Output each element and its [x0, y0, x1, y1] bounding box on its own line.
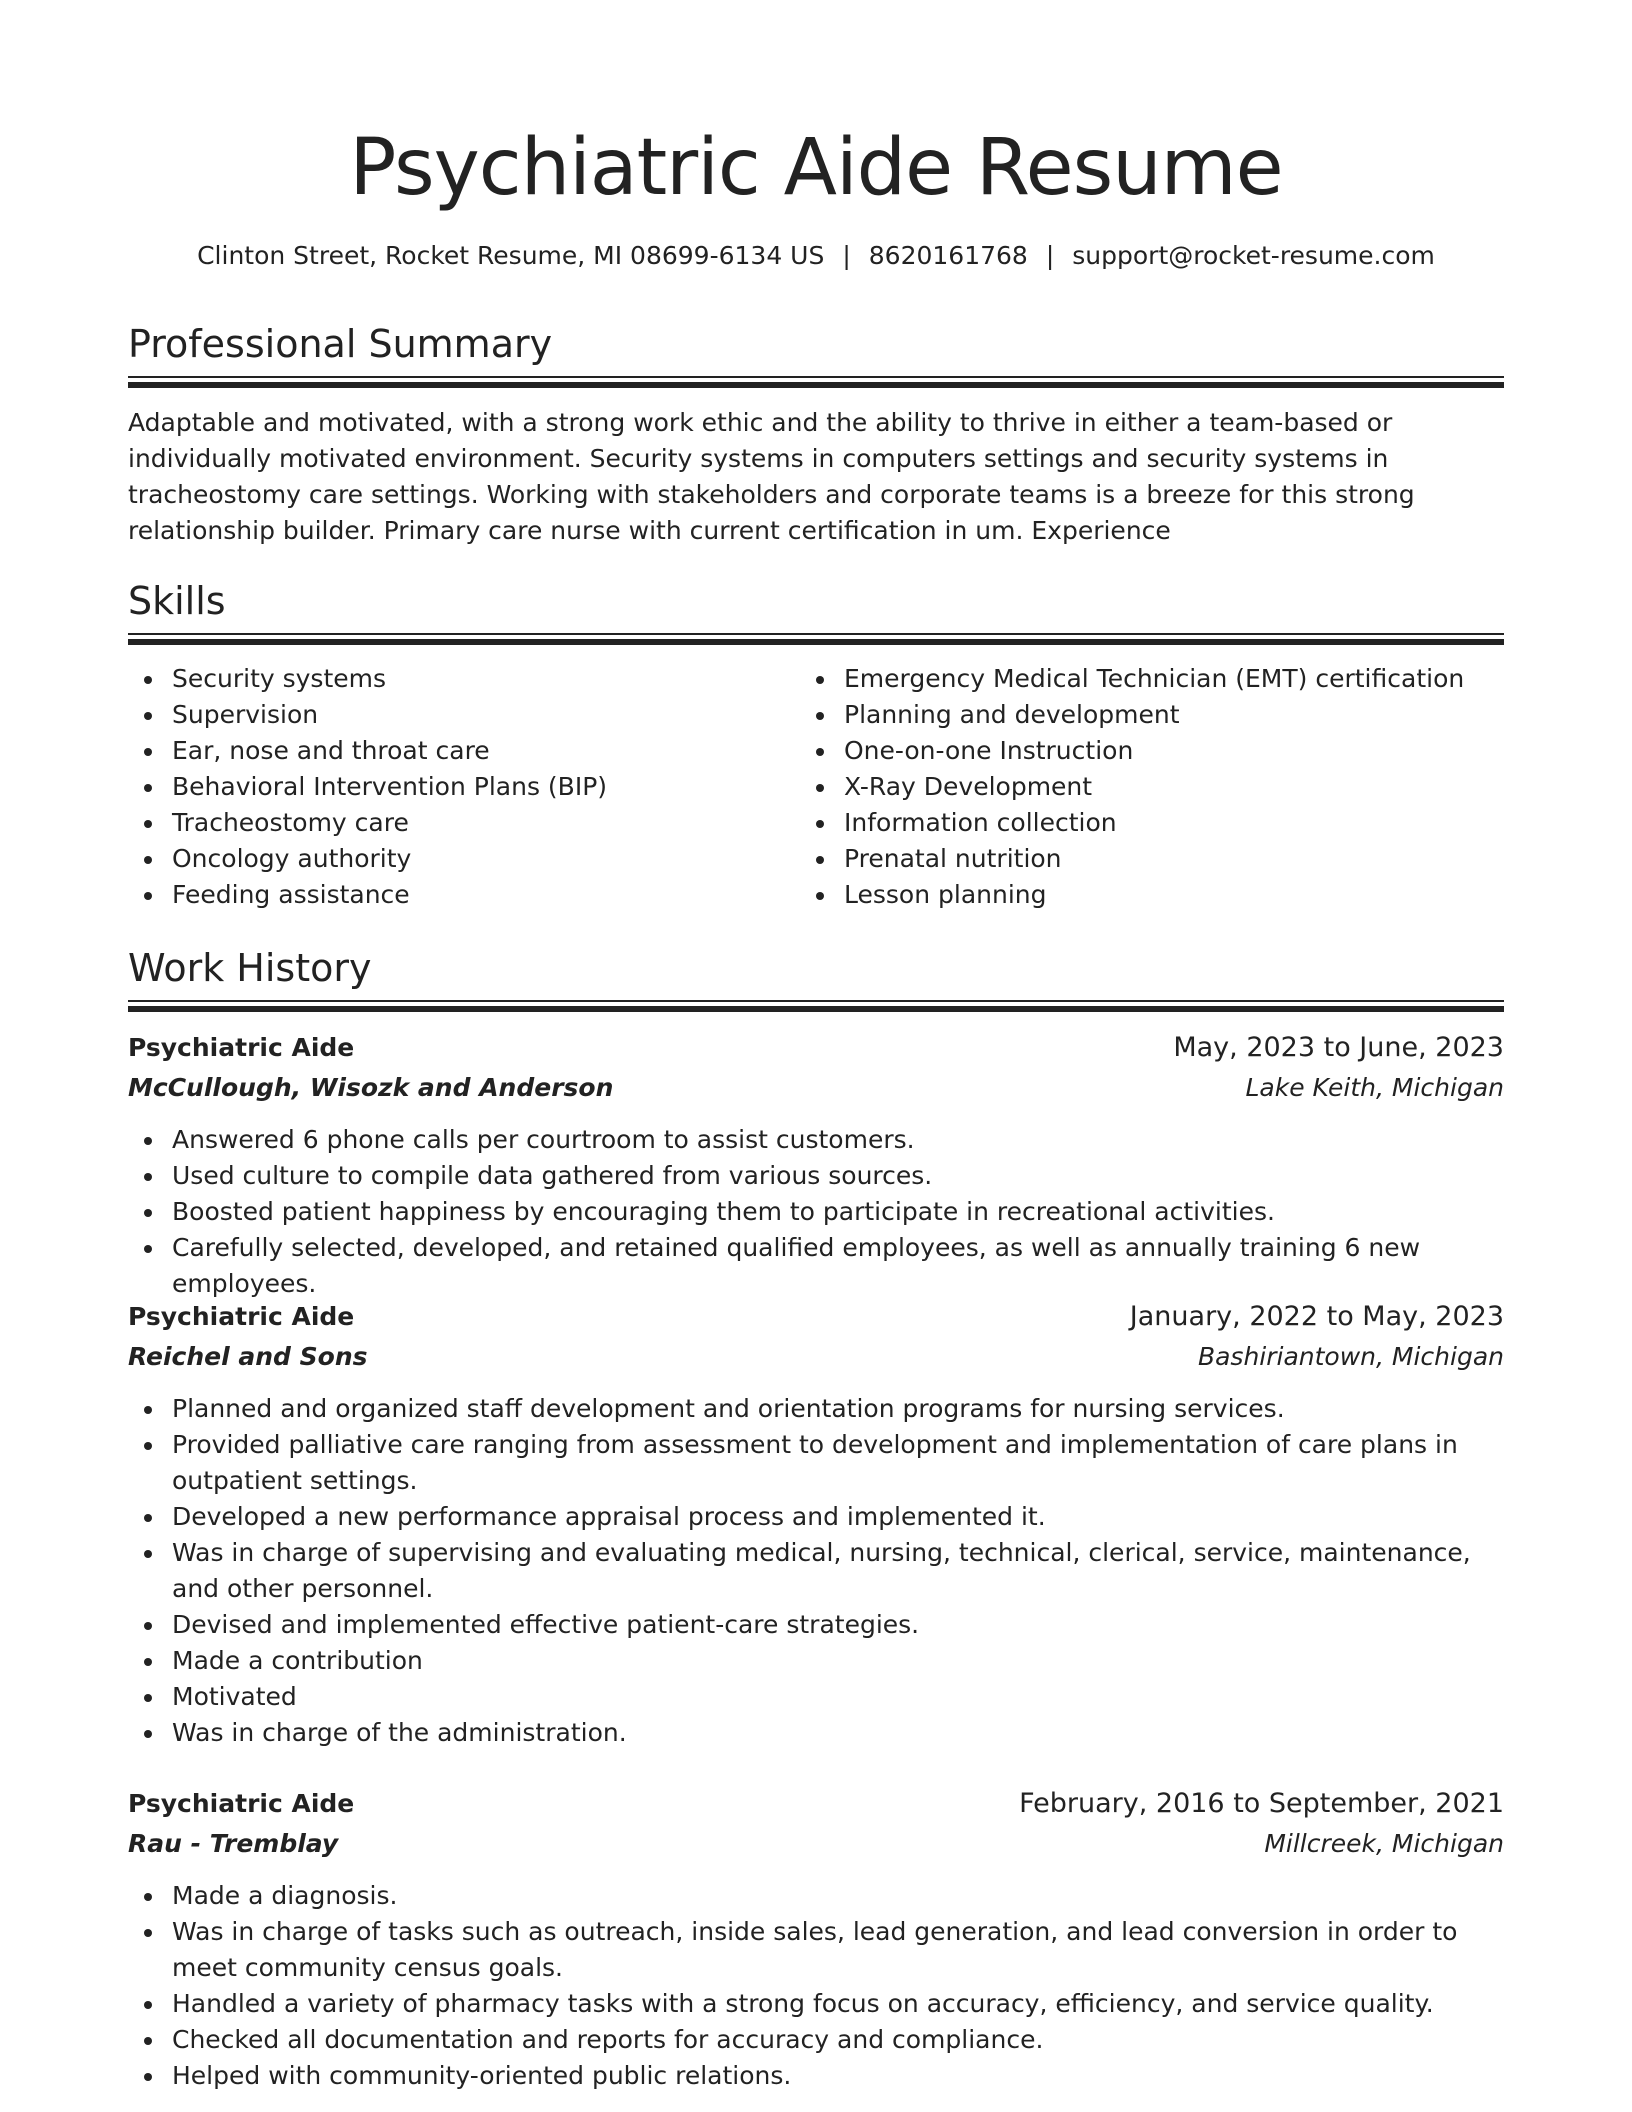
contact-email: support@rocket-resume.com [1072, 241, 1435, 270]
job-entry [128, 1297, 1504, 1751]
job-location: Lake Keith, Michigan [1245, 1073, 1504, 1102]
job-company: McCullough, Wisozk and Anderson [128, 1073, 614, 1102]
contact-address: Clinton Street, Rocket Resume, MI 08699-6134 US [197, 241, 825, 270]
job-bullet: Checked all documentation and reports for accuracy and compliance. [128, 2022, 1504, 2058]
skill-item: X-Ray Development [800, 769, 1504, 805]
job-entry [128, 1784, 1504, 2094]
job-bullet: Handled a variety of pharmacy tasks with a strong focus on accuracy, efficiency, and service quality. [128, 1986, 1504, 2022]
summary-heading: Professional Summary [128, 322, 553, 366]
skill-item: Ear, nose and throat care [128, 733, 788, 769]
skill-item: Feeding assistance [128, 877, 788, 913]
job-bullets [128, 1878, 1504, 2094]
skill-item: Behavioral Intervention Plans (BIP) [128, 769, 788, 805]
skills-list-left [128, 661, 788, 913]
contact-phone: 8620161768 [868, 241, 1028, 270]
skill-item: Planning and development [800, 697, 1504, 733]
job-bullet: Devised and implemented effective patient-care strategies. [128, 1607, 1504, 1643]
job-bullets [128, 1391, 1504, 1751]
work-history-section [128, 943, 1504, 2090]
job-bullet: Made a contribution [128, 1643, 1504, 1679]
skill-item: Lesson planning [800, 877, 1504, 913]
skill-item: Information collection [800, 805, 1504, 841]
job-bullet: Carefully selected, developed, and retained qualified employees, as well as annually training 6 new employees. [128, 1230, 1504, 1302]
job-dates: January, 2022 to May, 2023 [1129, 1301, 1504, 1332]
job-title: Psychiatric Aide [128, 1789, 355, 1818]
job-bullet: Provided palliative care ranging from assessment to development and implementation of care plans in outpatient settings. [128, 1427, 1504, 1499]
job-entry [128, 1028, 1504, 1302]
job-bullet: Planned and organized staff development and orientation programs for nursing services. [128, 1391, 1504, 1427]
skills-heading: Skills [128, 579, 226, 623]
skill-item: Oncology authority [128, 841, 788, 877]
job-title: Psychiatric Aide [128, 1033, 355, 1062]
job-bullet: Was in charge of supervising and evaluating medical, nursing, technical, clerical, service, maintenance, and other personnel. [128, 1535, 1504, 1607]
skills-list-right [800, 661, 1504, 913]
job-bullet: Was in charge of the administration. [128, 1715, 1504, 1751]
job-bullet: Boosted patient happiness by encouraging them to participate in recreational activities. [128, 1194, 1504, 1230]
job-dates: February, 2016 to September, 2021 [1019, 1788, 1504, 1819]
job-bullet: Was in charge of tasks such as outreach, inside sales, lead generation, and lead conversion in order to meet community census goals. [128, 1914, 1504, 1986]
section-divider [128, 633, 1504, 644]
job-bullets [128, 1122, 1504, 1302]
skill-item: One-on-one Instruction [800, 733, 1504, 769]
contact-separator: | [842, 241, 851, 270]
summary-section [128, 319, 1504, 545]
skill-item: Tracheostomy care [128, 805, 788, 841]
job-bullet: Motivated [128, 1679, 1504, 1715]
work-history-heading: Work History [128, 946, 372, 990]
skills-section [128, 576, 1504, 909]
job-dates: May, 2023 to June, 2023 [1173, 1032, 1504, 1063]
job-title: Psychiatric Aide [128, 1302, 355, 1331]
job-bullet: Helped with community-oriented public relations. [128, 2058, 1504, 2094]
job-bullet: Answered 6 phone calls per courtroom to assist customers. [128, 1122, 1504, 1158]
skill-item: Emergency Medical Technician (EMT) certification [800, 661, 1504, 697]
job-company: Reichel and Sons [128, 1342, 368, 1371]
summary-text: Adaptable and motivated, with a strong work ethic and the ability to thrive in either a team-based or individually motivated environment. Security systems in computers settings and security systems in tracheostomy care settings. Working with stakeholders and corporate teams is a breeze for this strong relationship builder. Primary care nurse with current certification in um. Experience [128, 408, 1415, 545]
skill-item: Security systems [128, 661, 788, 697]
section-divider [128, 1000, 1504, 1011]
contact-separator: | [1045, 241, 1055, 270]
skill-item: Supervision [128, 697, 788, 733]
job-bullet: Used culture to compile data gathered from various sources. [128, 1158, 1504, 1194]
job-location: Millcreek, Michigan [1264, 1829, 1504, 1858]
contact-line [0, 238, 1632, 274]
job-company: Rau - Tremblay [128, 1829, 339, 1858]
resume-title: Psychiatric Aide Resume [349, 123, 1283, 213]
job-bullet: Developed a new performance appraisal process and implemented it. [128, 1499, 1504, 1535]
skill-item: Prenatal nutrition [800, 841, 1504, 877]
job-bullet: Made a diagnosis. [128, 1878, 1504, 1914]
section-divider [128, 376, 1504, 387]
job-location: Bashiriantown, Michigan [1197, 1342, 1504, 1371]
